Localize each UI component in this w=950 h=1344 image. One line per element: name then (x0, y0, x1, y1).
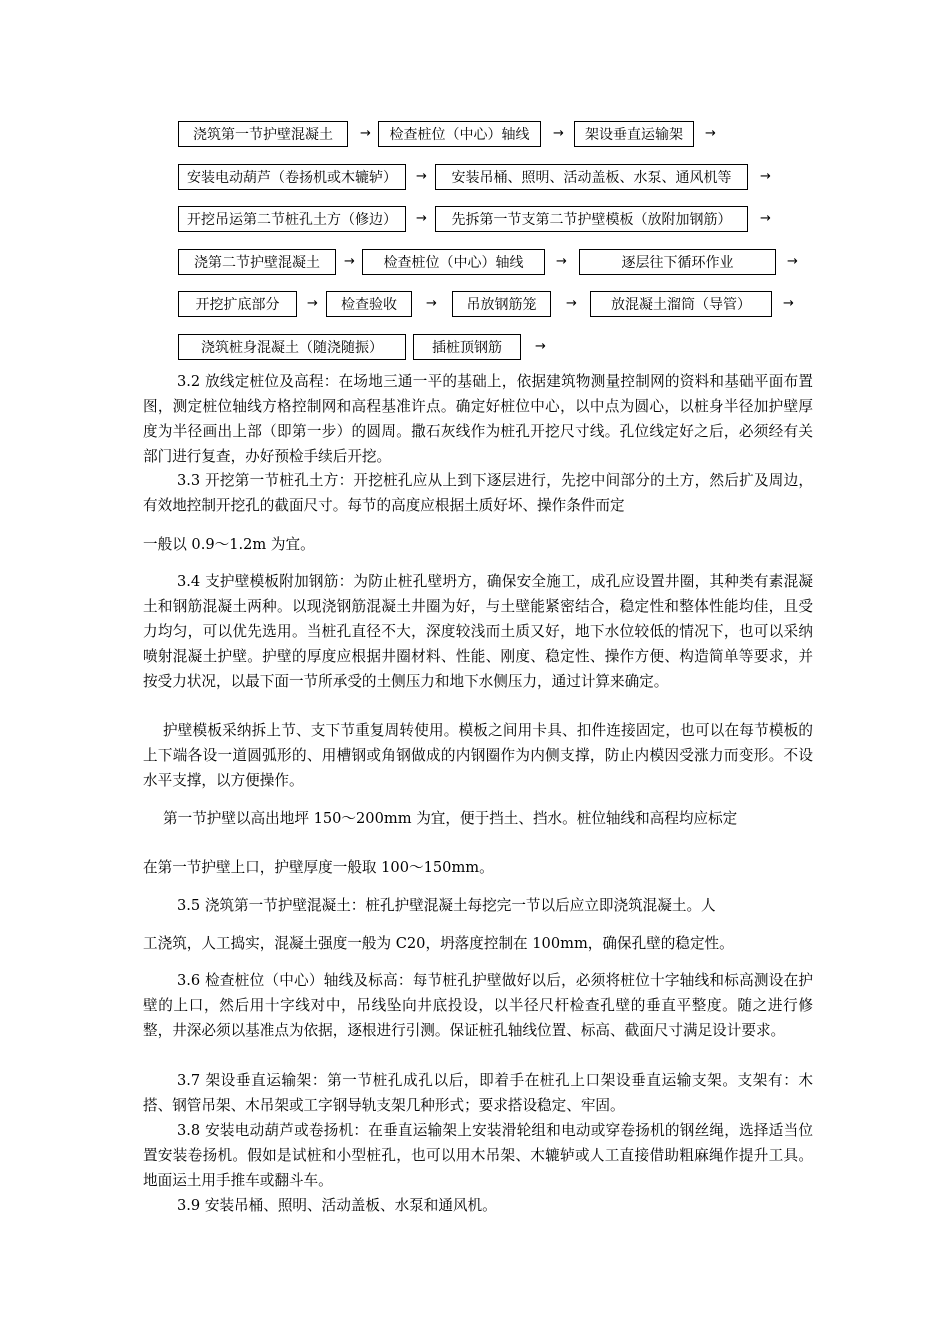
paragraph-3-2: 3.2 放线定桩位及高程：在场地三通一平的基础上，依据建筑物测量控制网的资料和基础平面布置图，测定桩位轴线方格控制网和高程基准许点。确定好桩位中心，以中点为圆心，以桩身半径加护壁厚度为半径画出上部（即第一步）的圆周。撒石灰线作为桩孔开挖尺寸线。孔位线定好之后，必须经有关部门进行复查，办好预检手续后开挖。 (143, 373, 813, 465)
flow-step: 逐层往下循环作业 (579, 249, 776, 275)
flow-step: 安装电动葫芦（卷扬机或木辘轳） (178, 164, 406, 190)
flow-step: 浇筑桩身混凝土（随浇随振） (178, 334, 406, 360)
flow-step: 先拆第一节支第二节护壁模板（放附加钢筋） (435, 206, 748, 232)
flow-step: 检查验收 (326, 291, 412, 317)
flow-step: 开挖扩底部分 (178, 291, 297, 317)
arrow-icon: → (760, 211, 771, 226)
arrow-icon: → (416, 169, 427, 184)
flow-step: 检查桩位（中心）轴线 (378, 121, 541, 147)
flow-step: 检查桩位（中心）轴线 (362, 249, 545, 275)
paragraph-3-3-continued: 一般以 0.9～1.2m 为宜。 (143, 536, 315, 553)
arrow-icon: → (705, 126, 716, 141)
arrow-icon: → (535, 339, 546, 354)
arrow-icon: → (426, 296, 437, 311)
flow-step: 安装吊桶、照明、活动盖板、水泵、通风机等 (435, 164, 748, 190)
flow-step: 浇筑第一节护壁混凝土 (178, 121, 348, 147)
paragraph-3-6: 3.6 检查桩位（中心）轴线及标高：每节桩孔护壁做好以后，必须将桩位十字轴线和标高测设在护壁的上口，然后用十字线对中，吊线坠向井底投设，以半径尺杆检查孔壁的垂直平整度。随之进行修整，井深必须以基准点为依据，逐根进行引测。保证桩孔轴线位置、标高、截面尺寸满足设计要求。 (143, 972, 813, 1039)
flow-step: 架设垂直运输架 (574, 121, 694, 147)
flow-step: 浇第二节护壁混凝土 (178, 249, 336, 275)
arrow-icon: → (556, 254, 567, 269)
paragraph-formwork: 护壁模板采纳拆上节、支下节重复周转使用。模板之间用卡具、扣件连接固定，也可以在每节模板的上下端各设一道圆弧形的、用槽钢或角钢做成的内钢圈作为内侧支撑，防止内模因受涨力而变形。不设水平支撑，以方便操作。 (143, 722, 813, 789)
arrow-icon: → (783, 296, 794, 311)
arrow-icon: → (416, 211, 427, 226)
paragraph-3-3: 3.3 开挖第一节桩孔土方：开挖桩孔应从上到下逐层进行，先挖中间部分的土方，然后扩及周边，有效地控制开挖孔的截面尺寸。每节的高度应根据土质好坏、操作条件而定 (143, 472, 813, 514)
arrow-icon: → (787, 254, 798, 269)
arrow-icon: → (760, 169, 771, 184)
flow-step: 插桩顶钢筋 (413, 334, 521, 360)
paragraph-3-5-continued: 工浇筑，人工捣实，混凝土强度一般为 C20，坍落度控制在 100mm，确保孔壁的稳定性。 (143, 935, 734, 952)
arrow-icon: → (344, 254, 355, 269)
paragraph-3-8: 3.8 安装电动葫芦或卷扬机：在垂直运输架上安装滑轮组和电动或穿卷扬机的钢丝绳，选择适当位置安装卷扬机。假如是试桩和小型桩孔，也可以用木吊架、木辘轳或人工直接借助粗麻绳作提升工具。地面运土用手推车或翻斗车。 (143, 1122, 813, 1189)
paragraph-3-7: 3.7 架设垂直运输架：第一节桩孔成孔以后，即着手在桩孔上口架设垂直运输支架。支架有：木搭、钢管吊架、木吊架或工字钢导轨支架几种形式；要求搭设稳定、牢固。 (143, 1072, 813, 1114)
paragraph-3-9: 3.9 安装吊桶、照明、活动盖板、水泵和通风机。 (177, 1197, 497, 1214)
paragraph-3-5: 3.5 浇筑第一节护壁混凝土：桩孔护壁混凝土每挖完一节以后应立即浇筑混凝土。人 (177, 897, 716, 914)
paragraph-first-section: 第一节护壁以高出地坪 150～200mm 为宜，便于挡土、挡水。桩位轴线和高程均应标定 (163, 810, 738, 827)
arrow-icon: → (360, 126, 371, 141)
arrow-icon: → (307, 296, 318, 311)
arrow-icon: → (553, 126, 564, 141)
arrow-icon: → (566, 296, 577, 311)
flow-step: 开挖吊运第二节桩孔土方（修边） (178, 206, 406, 232)
flow-step: 放混凝土溜筒（导管） (590, 291, 772, 317)
paragraph-3-4: 3.4 支护壁模板附加钢筋：为防止桩孔壁坍方，确保安全施工，成孔应设置井圈，其种类有素混凝土和钢筋混凝土两种。以现浇钢筋混凝土井圈为好，与土壁能紧密结合，稳定性和整体性能均佳，且受力均匀，可以优先选用。当桩孔直径不大，深度较浅而土质又好，地下水位较低的情况下，也可以采纳喷射混凝土护壁。护壁的厚度应根据井圈材料、性能、刚度、稳定性、操作方便、构造简单等要求，并按受力状况，以最下面一节所承受的土侧压力和地下水侧压力，通过计算来确定。 (143, 573, 813, 690)
paragraph-first-section-continued: 在第一节护壁上口，护壁厚度一般取 100～150mm。 (143, 859, 494, 876)
flow-step: 吊放钢筋笼 (452, 291, 551, 317)
